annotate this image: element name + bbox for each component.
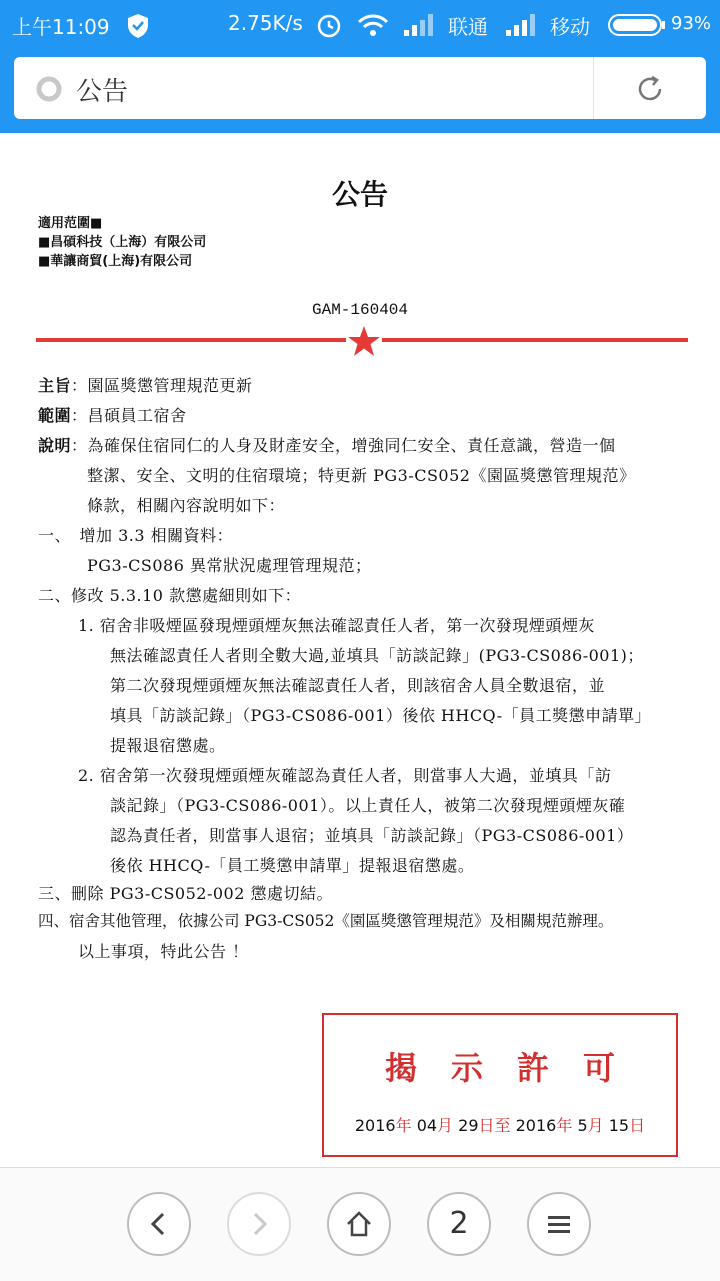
- desc-line: [38, 433, 616, 456]
- notice-document: [0, 133, 720, 1167]
- address-divider: [593, 57, 594, 119]
- item-3: 三、刪除 PG3-CS052-002 懲處切結。: [38, 884, 333, 903]
- date-unit: 日: [629, 1116, 646, 1135]
- chevron-left-icon: [145, 1210, 173, 1238]
- chevron-right-icon: [245, 1210, 273, 1238]
- date-unit: 年: [395, 1116, 412, 1135]
- scope-line: 適用范圍■: [38, 216, 103, 231]
- signal-icon: [506, 14, 538, 36]
- sub-item-2-text: 談記錄」（PG3-CS086-001）。以上責任人，被第二次發現煙頭煙灰確: [110, 796, 626, 815]
- sub-item-2: 2. 宿舍第一次發現煙頭煙灰確認為責任人者，則當事人大過，並填具「訪: [78, 766, 612, 785]
- sub-item-1-text: 無法確認責任人者則全數大過,並填具「訪談記錄」(PG3-CS086-001)；: [110, 646, 644, 665]
- status-time: 上午11:09: [12, 15, 110, 39]
- doc-number: GAM-160404: [311, 301, 408, 319]
- date-unit: 月: [587, 1116, 604, 1135]
- date-year-start: 2016: [354, 1116, 396, 1135]
- scope-line: ■華讓商貿(上海)有限公司: [38, 254, 193, 269]
- address-bar[interactable]: [14, 57, 706, 119]
- posting-permit-stamp: [322, 1013, 678, 1157]
- date-month-start: 04: [416, 1116, 438, 1135]
- date-unit: 月: [437, 1116, 454, 1135]
- site-loading-icon: [36, 76, 62, 102]
- range-text: ：昌碩員工宿舍: [71, 406, 187, 425]
- closing-text: 以上事項，特此公告 ！: [78, 942, 249, 961]
- item-1-sub: PG3-CS086 異常狀況處理管理規范；: [87, 556, 372, 575]
- menu-button[interactable]: [527, 1192, 591, 1256]
- battery-percent: 93%: [671, 13, 712, 34]
- scope-line: ■昌碩科技（上海）有限公司: [38, 235, 207, 250]
- menu-icon: [545, 1210, 573, 1238]
- browser-bottom-bar: [0, 1167, 720, 1281]
- battery-icon: [608, 14, 666, 36]
- date-month-end: 5: [577, 1116, 588, 1135]
- range-label: 範圍: [38, 406, 72, 425]
- desc-text: ：為確保住宿同仁的人身及財產安全，增強同仁安全、責任意識，營造一個: [71, 436, 616, 455]
- sub-item-2-text: 認為責任者，則當事人退宿；並填具「訪談記錄」（PG3-CS086-001）: [110, 826, 634, 845]
- net-speed: 2.75K/s: [228, 11, 303, 35]
- carrier-1: 联通: [448, 15, 488, 39]
- tab-count: 2: [449, 1206, 469, 1241]
- sub-item-2-text: 後依 HHCQ-「員工獎懲申請單」提報退宿懲處。: [110, 856, 475, 875]
- wifi-icon: [357, 13, 389, 37]
- item-1: 一、 增加 3.3 相關資料：: [38, 526, 234, 545]
- date-unit: 日至: [478, 1116, 511, 1135]
- sub-item-1-text: 填具「訪談記錄」（PG3-CS086-001）後依 HHCQ-「員工獎懲申請單」: [110, 706, 652, 725]
- desc-label: 說明: [38, 436, 72, 455]
- carrier-2: 移动: [550, 15, 590, 39]
- alarm-icon: [316, 12, 342, 38]
- subject-text: ：園區獎懲管理規范更新: [71, 376, 253, 395]
- page-title: 公告: [76, 77, 129, 107]
- browser-top-bar: [0, 0, 720, 133]
- item-4: 四、宿舍其他管理，依據公司 PG3-CS052《園區獎懲管理規范》及相關規范辦理。: [38, 912, 614, 930]
- subject-line: [38, 373, 253, 396]
- signal-icon: [404, 14, 436, 36]
- stamp-heading: 揭示許可: [384, 1049, 649, 1087]
- home-icon: [345, 1210, 373, 1238]
- subject-label: 主旨: [38, 376, 72, 395]
- date-unit: 年: [556, 1116, 573, 1135]
- date-day-end: 15: [608, 1116, 630, 1135]
- sub-item-1-text: 提報退宿懲處。: [110, 736, 226, 755]
- red-star-divider: [36, 325, 688, 359]
- item-2: 二、修改 5.3.10 款懲處細則如下：: [38, 586, 302, 605]
- refresh-icon[interactable]: [636, 75, 664, 103]
- stamp-date-range: [324, 1113, 676, 1136]
- back-button[interactable]: [127, 1192, 191, 1256]
- desc-text: 整潔、安全、文明的住宿環境；特更新 PG3-CS052《園區獎懲管理規范》: [87, 466, 636, 485]
- desc-text: 條款，相關內容說明如下：: [87, 496, 286, 515]
- tabs-button[interactable]: [427, 1192, 491, 1256]
- sub-item-1-text: 第二次發現煙頭煙灰無法確認責任人者，則該宿舍人員全數退宿，並: [110, 676, 606, 695]
- home-button[interactable]: [327, 1192, 391, 1256]
- range-line: [38, 403, 187, 426]
- date-day-start: 29: [458, 1116, 479, 1135]
- doc-title: 公告: [331, 178, 388, 211]
- sub-item-1: 1. 宿舍非吸煙區發現煙頭煙灰無法確認責任人者，第一次發現煙頭煙灰: [78, 616, 595, 635]
- status-bar: [0, 0, 720, 52]
- shield-icon: [126, 13, 150, 39]
- date-year-end: 2016: [515, 1116, 557, 1135]
- forward-button[interactable]: [227, 1192, 291, 1256]
